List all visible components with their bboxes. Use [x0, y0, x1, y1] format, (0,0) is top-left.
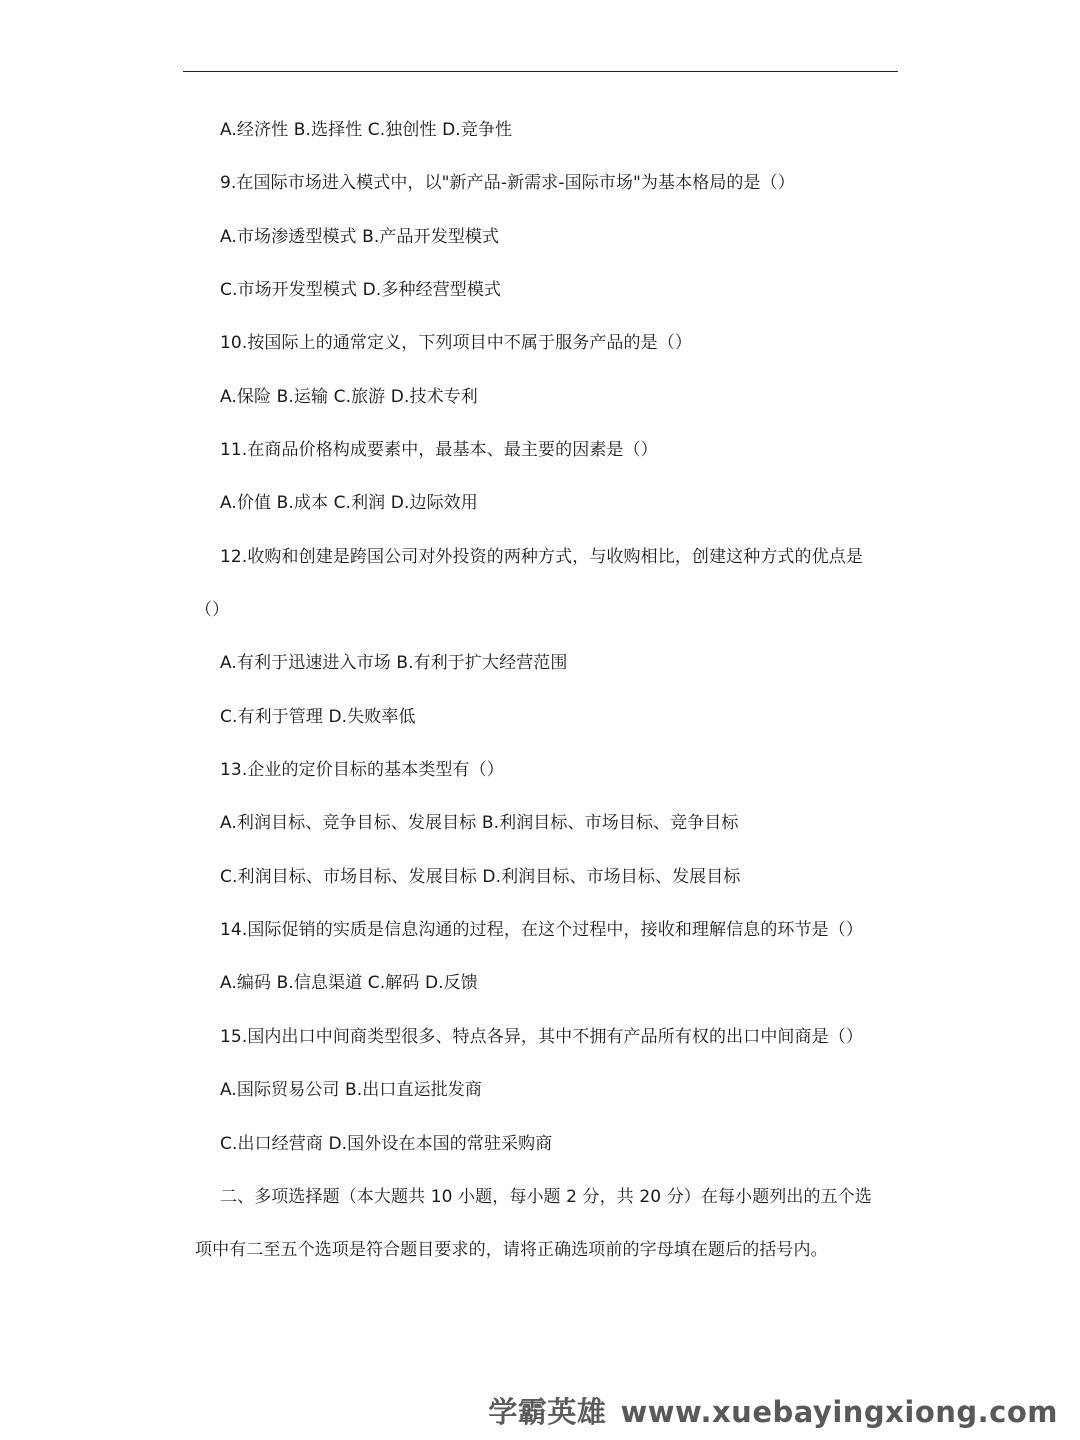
question-11: 11.在商品价格构成要素中，最基本、最主要的因素是（）: [220, 440, 658, 460]
option-line-q12-ab: A.有利于迅速进入市场 B.有利于扩大经营范围: [220, 653, 568, 673]
option-line-q15-cd: C.出口经营商 D.国外设在本国的常驻采购商: [220, 1134, 553, 1154]
option-line-q15-ab: A.国际贸易公司 B.出口直运批发商: [220, 1080, 483, 1100]
question-10: 10.按国际上的通常定义，下列项目中不属于服务产品的是（）: [220, 333, 692, 353]
footer-url: www.xuebayingxiong.com: [620, 1395, 1058, 1429]
option-line-q9-cd: C.市场开发型模式 D.多种经营型模式: [220, 280, 502, 300]
option-line-q11: A.价值 B.成本 C.利润 D.边际效用: [220, 493, 478, 513]
question-13: 13.企业的定价目标的基本类型有（）: [220, 760, 504, 780]
question-12: 12.收购和创建是跨国公司对外投资的两种方式，与收购相比，创建这种方式的优点是: [220, 547, 863, 567]
option-line-q10: A.保险 B.运输 C.旅游 D.技术专利: [220, 387, 478, 407]
question-12-continued: （）: [195, 600, 230, 620]
option-line-q9-ab: A.市场渗透型模式 B.产品开发型模式: [220, 227, 500, 247]
option-line-q12-cd: C.有利于管理 D.失败率低: [220, 707, 416, 727]
option-line-q13-ab: A.利润目标、竞争目标、发展目标 B.利润目标、市场目标、竞争目标: [220, 813, 739, 833]
section-2-heading-continued: 项中有二至五个选项是符合题目要求的，请将正确选项前的字母填在题后的括号内。: [195, 1240, 828, 1260]
section-2-heading: 二、多项选择题（本大题共 10 小题，每小题 2 分，共 20 分）在每小题列出的五个选: [220, 1187, 872, 1207]
question-14: 14.国际促销的实质是信息沟通的过程，在这个过程中，接收和理解信息的环节是（）: [220, 920, 863, 940]
footer-brand-name: 学霸英雄: [488, 1395, 607, 1429]
option-line-q13-cd: C.利润目标、市场目标、发展目标 D.利润目标、市场目标、发展目标: [220, 867, 741, 887]
footer-watermark: [488, 1392, 1058, 1432]
option-line-q8: A.经济性 B.选择性 C.独创性 D.竞争性: [220, 120, 513, 140]
question-9: 9.在国际市场进入模式中，以"新产品-新需求-国际市场"为基本格局的是（）: [220, 173, 795, 193]
option-line-q14: A.编码 B.信息渠道 C.解码 D.反馈: [220, 973, 478, 993]
question-15: 15.国内出口中间商类型很多、特点各异，其中不拥有产品所有权的出口中间商是（）: [220, 1027, 863, 1047]
